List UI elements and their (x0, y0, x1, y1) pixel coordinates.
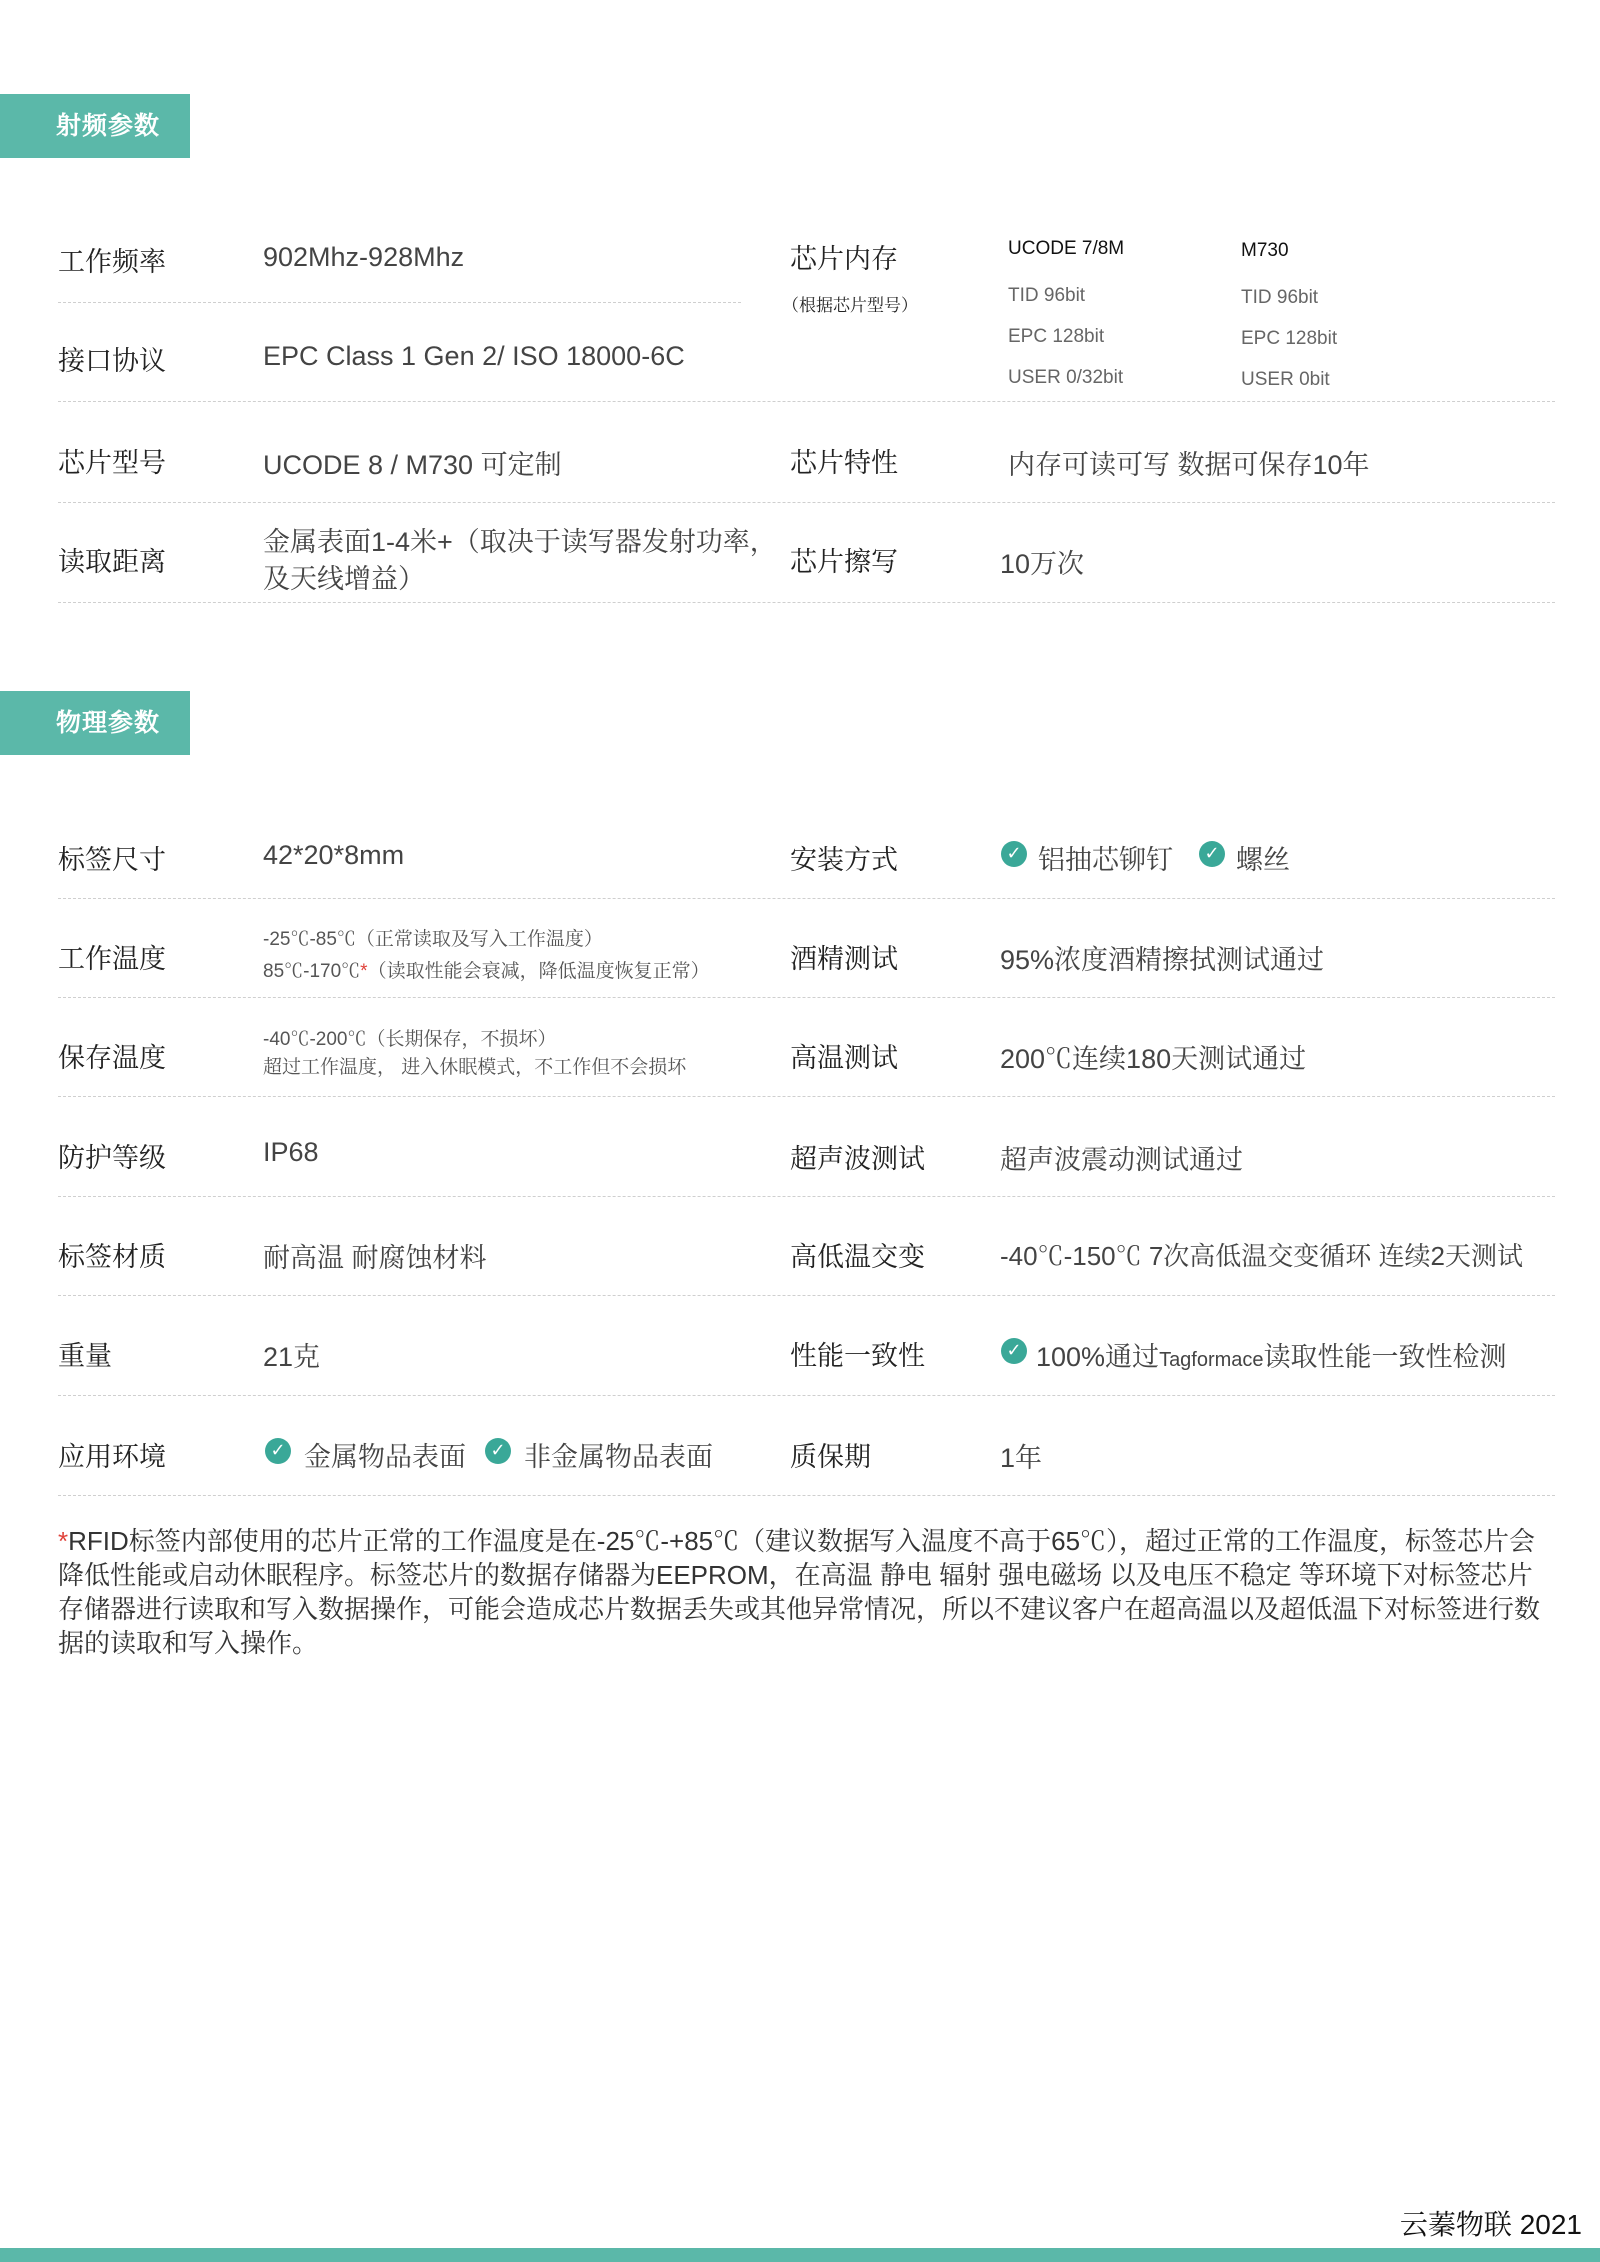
work-temp-line2 (263, 956, 710, 983)
divider (58, 997, 1555, 998)
store-temp-line1: -40℃-200℃（长期保存，不损坏） (263, 1029, 557, 1050)
alcohol-label: 酒精测试 (790, 944, 898, 975)
high-temp-value: 200℃连续180天测试通过 (1000, 1044, 1307, 1074)
protocol-value: EPC Class 1 Gen 2/ ISO 18000-6C (263, 341, 685, 371)
alcohol-value: 95%浓度酒精擦拭测试通过 (1000, 945, 1325, 975)
consistency-label: 性能一致性 (790, 1341, 925, 1372)
install-option-rivet: 铝抽芯铆钉 (1038, 845, 1173, 875)
work-temp-line1: -25℃-85℃（正常读取及写入工作温度） (263, 929, 603, 950)
phys-section-title: 物理参数 (0, 691, 190, 755)
read-range-label: 读取距离 (58, 547, 166, 578)
chip-model-label: 芯片型号 (58, 448, 166, 479)
memory-col2-user: USER 0bit (1241, 369, 1330, 390)
ultra-label: 超声波测试 (790, 1144, 925, 1175)
footer-bar (0, 2248, 1600, 2262)
env-option-nonmetal: 非金属物品表面 (524, 1442, 713, 1472)
consistency-value (1036, 1335, 1507, 1374)
chip-feature-value: 内存可读可写 数据可保存10年 (1008, 450, 1370, 480)
check-icon: ✓ (1001, 1338, 1027, 1364)
consistency-desc: 读取性能一致性检测 (1263, 1342, 1507, 1372)
memory-col1-user: USER 0/32bit (1008, 367, 1124, 388)
freq-value: 902Mhz-928Mhz (263, 242, 465, 272)
cycle-label: 高低温交变 (790, 1242, 925, 1273)
env-option-metal: 金属物品表面 (304, 1442, 466, 1472)
footer-brand: 云蓁物联 2021 (1399, 2209, 1582, 2240)
divider (58, 1295, 1555, 1296)
footnote-text: RFID标签内部使用的芯片正常的工作温度是在-25℃-+85℃（建议数据写入温度不高于65℃），超过正常的工作温度，标签芯片会降低性能或启动休眠程序。标签芯片的数据存储器为EEPROM，在高温 静电 辐射 强电磁场 以及电压不稳定 等环境下对标签芯片存储器进行读取和写入数据操作，可能会造成芯片数据丢失或其他异常情况，所以不建议客户在超高温以及超低温下对标签进行数据的读取和写入操作。 (58, 1526, 1541, 1658)
memory-label: 芯片内存 (790, 244, 898, 275)
memory-col1-epc: EPC 128bit (1008, 326, 1105, 347)
check-icon: ✓ (1199, 841, 1225, 867)
read-range-line2: 及天线增益） (263, 564, 425, 594)
warranty-label: 质保期 (790, 1442, 871, 1473)
divider (58, 1196, 1555, 1197)
warranty-value: 1年 (1000, 1443, 1043, 1473)
install-option-screw: 螺丝 (1236, 845, 1290, 875)
consistency-pass: 100%通过 (1036, 1342, 1160, 1372)
work-temp-range: 85℃-170℃ (263, 961, 361, 982)
divider (58, 302, 741, 303)
consistency-brand: Tagformace (1159, 1349, 1264, 1371)
memory-col2-header: M730 (1241, 240, 1289, 261)
ultra-value: 超声波震动测试通过 (1000, 1145, 1243, 1175)
divider (58, 898, 1555, 899)
store-temp-label: 保存温度 (58, 1043, 166, 1074)
freq-label: 工作频率 (58, 247, 166, 278)
store-temp-line2: 超过工作温度， 进入休眠模式，不工作但不会损坏 (263, 1057, 687, 1078)
protect-value: IP68 (263, 1137, 319, 1167)
divider (58, 1096, 1555, 1097)
rf-section-title: 射频参数 (0, 94, 190, 158)
read-range-line1: 金属表面1-4米+（取决于读写器发射功率， (263, 527, 777, 557)
chip-model-value: UCODE 8 / M730 可定制 (263, 450, 562, 480)
check-icon: ✓ (1001, 841, 1027, 867)
check-icon: ✓ (265, 1438, 291, 1464)
weight-label: 重量 (58, 1341, 112, 1372)
size-value: 42*20*8mm (263, 840, 405, 870)
high-temp-label: 高温测试 (790, 1043, 898, 1074)
erase-value: 10万次 (1000, 549, 1085, 579)
install-label: 安装方式 (790, 845, 898, 876)
size-label: 标签尺寸 (58, 845, 166, 876)
footnote (58, 1524, 1558, 1660)
material-value: 耐高温 耐腐蚀材料 (263, 1243, 487, 1273)
env-label: 应用环境 (58, 1442, 166, 1473)
chip-feature-label: 芯片特性 (790, 448, 898, 479)
divider (58, 401, 1555, 402)
check-icon: ✓ (485, 1438, 511, 1464)
erase-label: 芯片擦写 (790, 547, 898, 578)
memory-note: （根据芯片型号） (782, 296, 918, 316)
footnote-star: * (360, 961, 368, 982)
divider (58, 1395, 1555, 1396)
memory-col2-epc: EPC 128bit (1241, 328, 1338, 349)
memory-col1-header: UCODE 7/8M (1008, 238, 1125, 259)
divider (58, 502, 1555, 503)
memory-col2-tid: TID 96bit (1241, 287, 1319, 308)
material-label: 标签材质 (58, 1242, 166, 1273)
footnote-star: * (58, 1526, 69, 1556)
divider (58, 602, 1555, 603)
memory-col1-tid: TID 96bit (1008, 285, 1086, 306)
work-temp-note: （读取性能会衰减，降低温度恢复正常） (367, 961, 710, 982)
protocol-label: 接口协议 (58, 346, 166, 377)
divider (58, 1495, 1555, 1496)
cycle-value: -40℃-150℃ 7次高低温交变循环 连续2天测试 (1000, 1241, 1523, 1271)
work-temp-label: 工作温度 (58, 944, 166, 975)
weight-value: 21克 (263, 1342, 321, 1372)
protect-label: 防护等级 (58, 1143, 166, 1174)
